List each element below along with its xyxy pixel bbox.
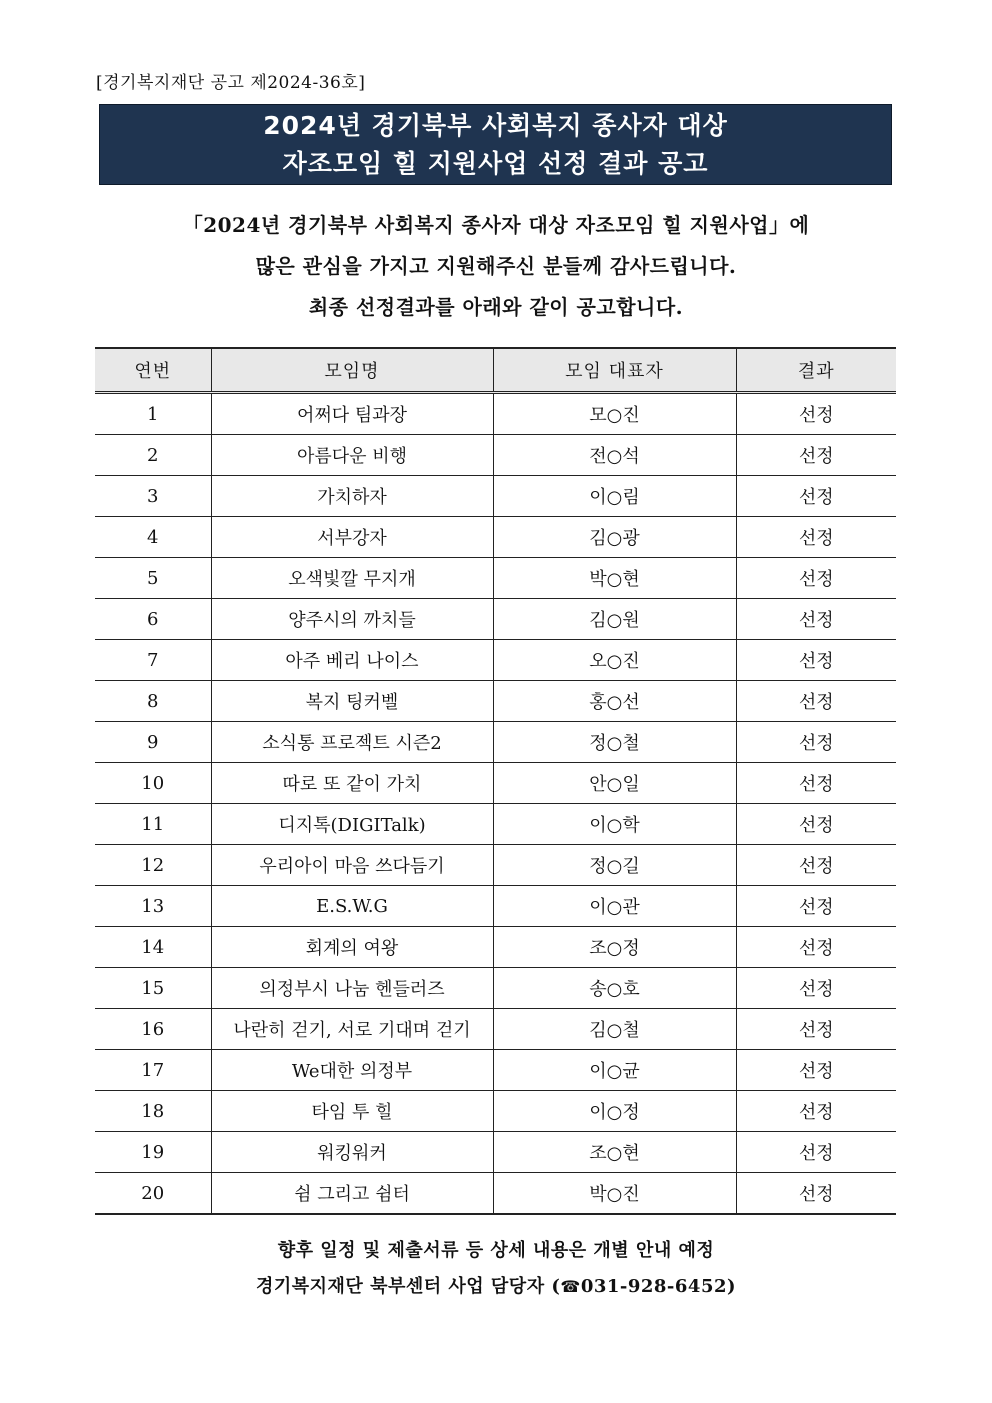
result: 선정 — [736, 558, 896, 599]
table-row — [95, 681, 896, 722]
selection-result-table — [95, 347, 896, 1215]
result: 선정 — [736, 886, 896, 927]
table-row — [95, 476, 896, 517]
representative: 조○정 — [493, 927, 736, 968]
group-name: 아주 베리 나이스 — [211, 640, 493, 681]
table-row — [95, 599, 896, 640]
row-number: 10 — [95, 763, 211, 804]
group-name: 나란히 걷기, 서로 기대며 걷기 — [211, 1009, 493, 1050]
representative: 이○정 — [493, 1091, 736, 1132]
row-number: 16 — [95, 1009, 211, 1050]
group-name: 가치하자 — [211, 476, 493, 517]
group-name: 오색빛깔 무지개 — [211, 558, 493, 599]
notice-number: [경기복지재단 공고 제2024-36호] — [96, 73, 366, 93]
representative: 박○현 — [493, 558, 736, 599]
intro-line-1: 「2024년 경기북부 사회복지 종사자 대상 자조모임 힐 지원사업」에 — [182, 213, 810, 237]
representative: 이○학 — [493, 804, 736, 845]
result: 선정 — [736, 845, 896, 886]
representative: 김○원 — [493, 599, 736, 640]
result: 선정 — [736, 517, 896, 558]
row-number: 18 — [95, 1091, 211, 1132]
table-row — [95, 1173, 896, 1215]
intro-line-2: 많은 관심을 가지고 지원해주신 분들께 감사드립니다. — [255, 254, 737, 278]
representative: 조○현 — [493, 1132, 736, 1173]
group-name: 우리아이 마음 쓰다듬기 — [211, 845, 493, 886]
group-name: We대한 의정부 — [211, 1050, 493, 1091]
header-number: 연번 — [95, 348, 211, 393]
representative: 이○균 — [493, 1050, 736, 1091]
result: 선정 — [736, 1132, 896, 1173]
table-row — [95, 1091, 896, 1132]
result: 선정 — [736, 1050, 896, 1091]
group-name: 아름다운 비행 — [211, 435, 493, 476]
table-row — [95, 968, 896, 1009]
intro-text — [96, 205, 896, 328]
row-number: 5 — [95, 558, 211, 599]
row-number: 6 — [95, 599, 211, 640]
table-row — [95, 435, 896, 476]
footer-contact — [96, 1269, 896, 1305]
result: 선정 — [736, 435, 896, 476]
representative: 홍○선 — [493, 681, 736, 722]
result: 선정 — [736, 476, 896, 517]
table-row — [95, 763, 896, 804]
footer-line-1: 향후 일정 및 제출서류 등 상세 내용은 개별 안내 예정 — [277, 1240, 715, 1261]
result: 선정 — [736, 393, 896, 435]
table-row — [95, 640, 896, 681]
contact-phone: 031-928-6452) — [580, 1276, 737, 1297]
result: 선정 — [736, 1173, 896, 1215]
result: 선정 — [736, 927, 896, 968]
representative: 안○일 — [493, 763, 736, 804]
row-number: 15 — [95, 968, 211, 1009]
group-name: 회계의 여왕 — [211, 927, 493, 968]
group-name: E.S.W.G — [211, 886, 493, 927]
group-name: 양주시의 까치들 — [211, 599, 493, 640]
row-number: 1 — [95, 393, 211, 435]
row-number: 19 — [95, 1132, 211, 1173]
row-number: 3 — [95, 476, 211, 517]
group-name: 디지톡(DIGITalk) — [211, 804, 493, 845]
group-name: 타임 투 힐 — [211, 1091, 493, 1132]
table-row — [95, 558, 896, 599]
header-result: 결과 — [736, 348, 896, 393]
result: 선정 — [736, 968, 896, 1009]
result: 선정 — [736, 1009, 896, 1050]
group-name: 쉼 그리고 쉼터 — [211, 1173, 493, 1215]
row-number: 7 — [95, 640, 211, 681]
representative: 이○관 — [493, 886, 736, 927]
table-row — [95, 722, 896, 763]
representative: 박○진 — [493, 1173, 736, 1215]
representative: 전○석 — [493, 435, 736, 476]
group-name: 따로 또 같이 가치 — [211, 763, 493, 804]
table-header-row — [95, 348, 896, 393]
row-number: 14 — [95, 927, 211, 968]
result: 선정 — [736, 722, 896, 763]
representative: 모○진 — [493, 393, 736, 435]
contact-label: 경기복지재단 북부센터 사업 담당자 ( — [255, 1276, 561, 1297]
row-number: 2 — [95, 435, 211, 476]
result: 선정 — [736, 640, 896, 681]
group-name: 워킹워커 — [211, 1132, 493, 1173]
representative: 송○호 — [493, 968, 736, 1009]
row-number: 20 — [95, 1173, 211, 1215]
group-name: 서부강자 — [211, 517, 493, 558]
result: 선정 — [736, 804, 896, 845]
table-row — [95, 1132, 896, 1173]
footer-notice — [96, 1233, 896, 1305]
title-line-1: 2024년 경기북부 사회복지 종사자 대상 — [263, 110, 728, 140]
table-row — [95, 1009, 896, 1050]
header-group-name: 모임명 — [211, 348, 493, 393]
table-row — [95, 1050, 896, 1091]
representative: 김○철 — [493, 1009, 736, 1050]
representative: 이○림 — [493, 476, 736, 517]
table-row — [95, 804, 896, 845]
representative: 정○길 — [493, 845, 736, 886]
table-row — [95, 927, 896, 968]
row-number: 8 — [95, 681, 211, 722]
group-name: 의정부시 나눔 헨들러즈 — [211, 968, 493, 1009]
row-number: 9 — [95, 722, 211, 763]
representative: 정○철 — [493, 722, 736, 763]
table-row — [95, 517, 896, 558]
group-name: 소식통 프로젝트 시즌2 — [211, 722, 493, 763]
telephone-icon: ☎ — [560, 1277, 581, 1296]
row-number: 17 — [95, 1050, 211, 1091]
result: 선정 — [736, 763, 896, 804]
header-representative: 모임 대표자 — [493, 348, 736, 393]
table-row — [95, 845, 896, 886]
table-body — [95, 393, 896, 1215]
result: 선정 — [736, 1091, 896, 1132]
intro-line-3: 최종 선정결과를 아래와 같이 공고합니다. — [308, 295, 684, 319]
row-number: 4 — [95, 517, 211, 558]
table-row — [95, 393, 896, 435]
result: 선정 — [736, 681, 896, 722]
group-name: 복지 팅커벨 — [211, 681, 493, 722]
row-number: 12 — [95, 845, 211, 886]
group-name: 어쩌다 팀과장 — [211, 393, 493, 435]
representative: 오○진 — [493, 640, 736, 681]
result: 선정 — [736, 599, 896, 640]
title-banner — [99, 104, 892, 185]
table-row — [95, 886, 896, 927]
row-number: 11 — [95, 804, 211, 845]
row-number: 13 — [95, 886, 211, 927]
title-line-2: 자조모임 힐 지원사업 선정 결과 공고 — [282, 148, 709, 178]
representative: 김○광 — [493, 517, 736, 558]
